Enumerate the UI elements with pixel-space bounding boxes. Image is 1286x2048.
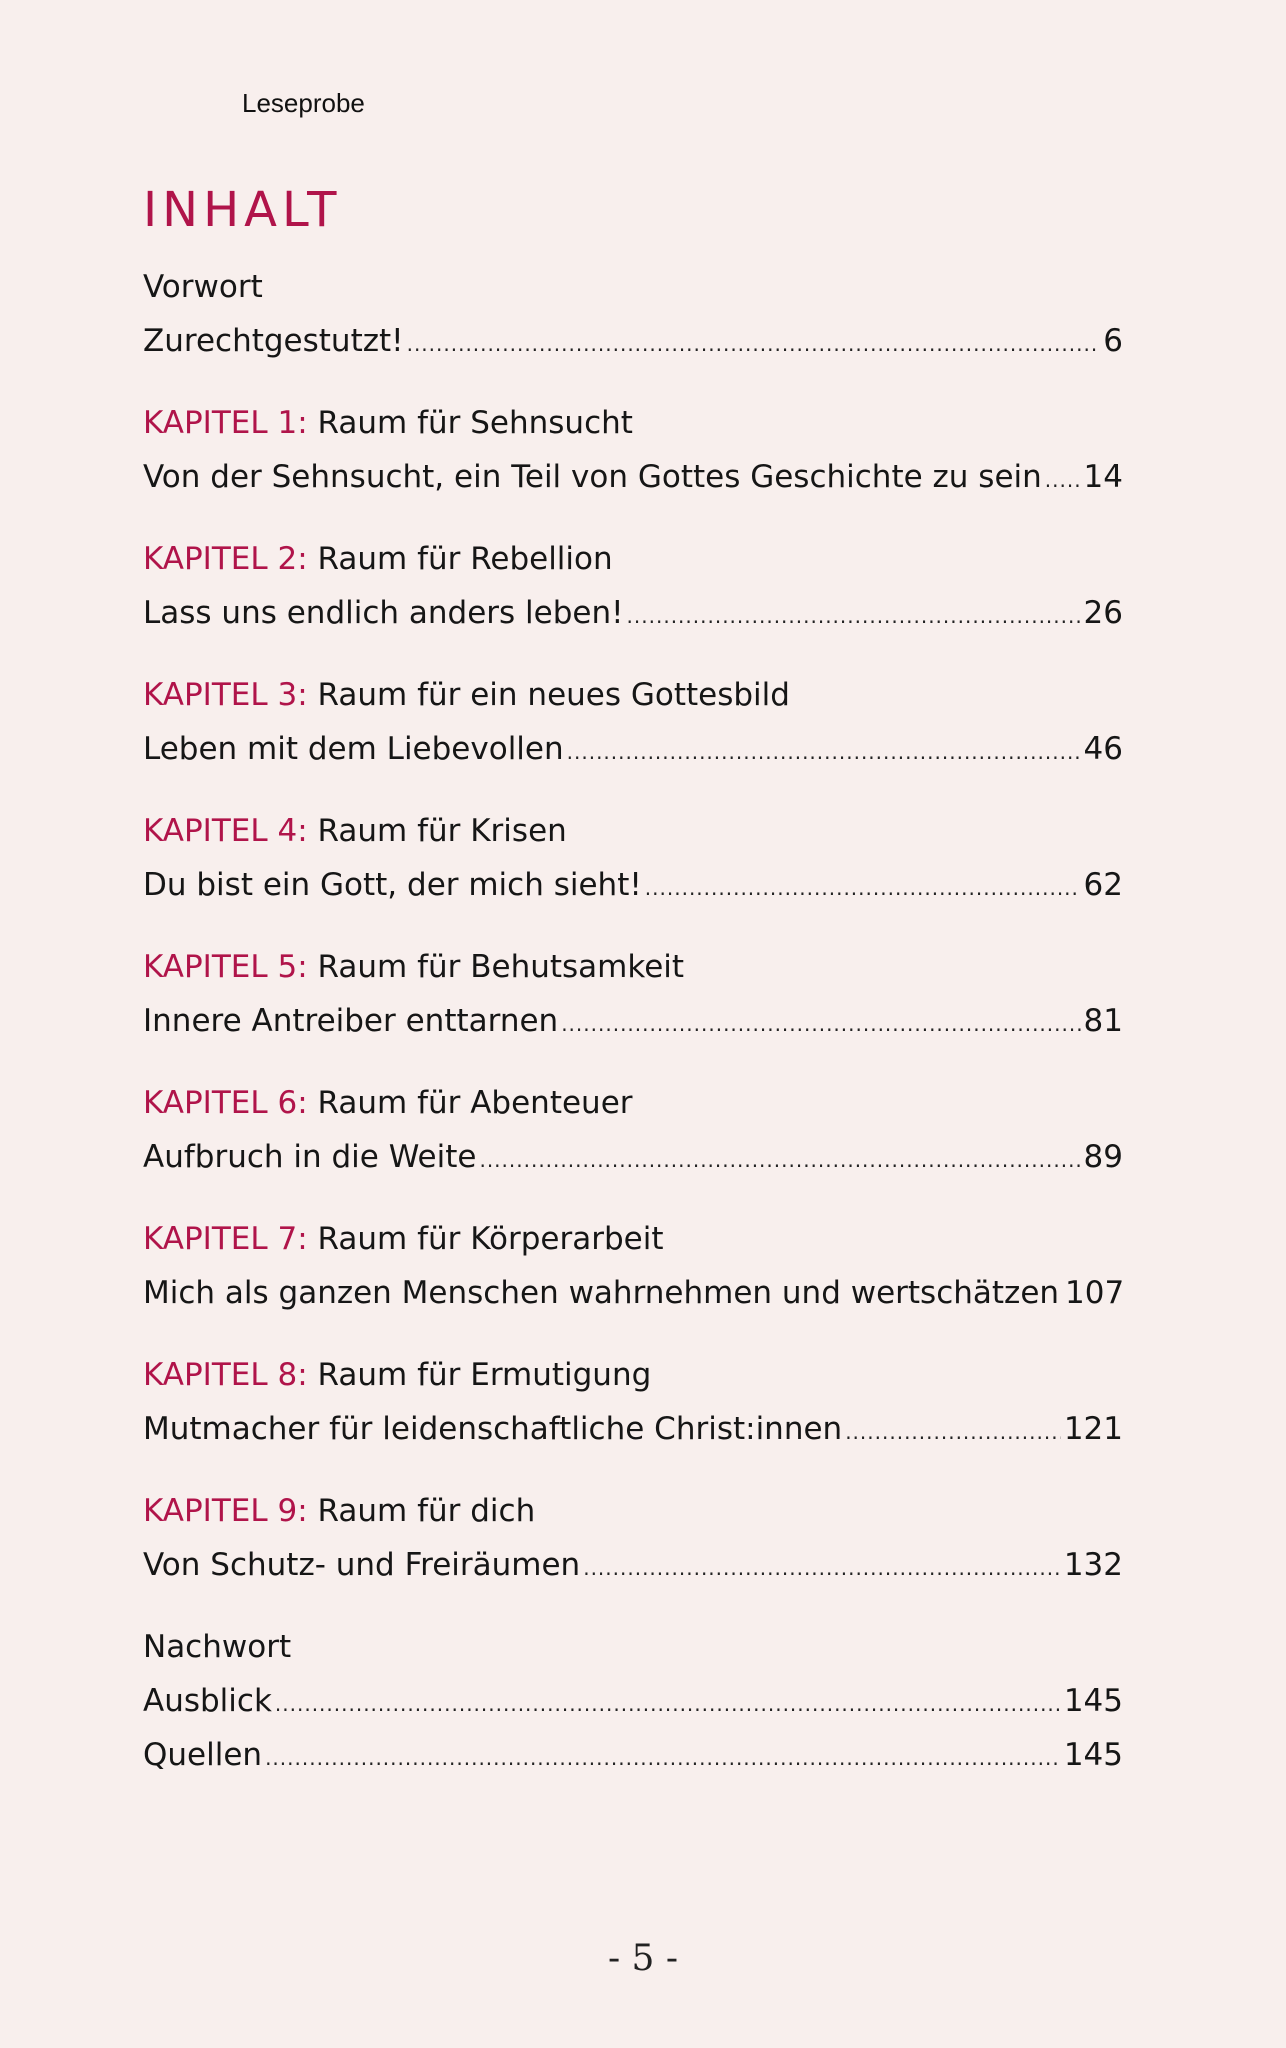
toc-entry <box>143 1266 1123 1320</box>
toc-entry-page: 46 <box>1083 731 1123 767</box>
chapter-title: Raum für ein neues Gottesbild <box>317 677 790 713</box>
toc-entry <box>143 1402 1123 1456</box>
leader-dots <box>627 589 1081 643</box>
chapter-label: KAPITEL 7: <box>143 1221 308 1257</box>
chapter-title: Raum für Sehnsucht <box>317 405 633 441</box>
running-header: Leseprobe <box>242 88 365 118</box>
chapter-block-6 <box>143 1076 1123 1212</box>
chapter-label: KAPITEL 8: <box>143 1357 308 1393</box>
chapter-heading <box>143 1484 1123 1538</box>
toc-entry-page: 107 <box>1065 1275 1125 1311</box>
toc-entry-page: 14 <box>1083 459 1123 495</box>
chapter-block-3 <box>143 668 1123 804</box>
chapter-label: KAPITEL 6: <box>143 1085 308 1121</box>
chapter-block-9 <box>143 1484 1123 1620</box>
chapter-block-7 <box>143 1212 1123 1348</box>
toc-entry-text: Aufbruch in die Weite <box>143 1139 477 1175</box>
toc-entry-page: 89 <box>1083 1139 1123 1175</box>
toc-entry-text: Quellen <box>143 1737 263 1773</box>
chapter-label: KAPITEL 5: <box>143 949 308 985</box>
toc-entry-text: Von der Sehnsucht, ein Teil von Gottes Geschichte zu sein <box>143 459 1042 495</box>
toc-entry-text: Innere Antreiber enttarnen <box>143 1003 559 1039</box>
chapter-label: KAPITEL 1: <box>143 405 308 441</box>
chapter-label: KAPITEL 2: <box>143 541 308 577</box>
page-title: INHALT <box>143 182 342 238</box>
chapter-heading <box>143 668 1123 722</box>
toc-entry-text: Lass uns endlich anders leben! <box>143 595 624 631</box>
toc-entry <box>143 1538 1123 1592</box>
chapter-heading <box>143 1348 1123 1402</box>
chapter-heading <box>143 940 1123 994</box>
chapter-block-2 <box>143 532 1123 668</box>
leader-dots <box>1045 453 1081 507</box>
chapter-block-1 <box>143 396 1123 532</box>
toc-entry <box>143 1130 1123 1184</box>
chapter-label: KAPITEL 9: <box>143 1493 308 1529</box>
chapter-block-5 <box>143 940 1123 1076</box>
toc-entry <box>143 858 1123 912</box>
chapter-title: Raum für Ermutigung <box>317 1357 652 1393</box>
toc-entry <box>143 722 1123 776</box>
vorwort-heading: Vorwort <box>143 269 263 305</box>
table-of-contents <box>143 260 1123 1782</box>
toc-entry-page: 81 <box>1083 1003 1123 1039</box>
leader-dots <box>567 725 1081 779</box>
toc-entry-vorwort <box>143 314 1123 368</box>
toc-entry-text: Zurechtgestutzt! <box>143 323 404 359</box>
chapter-title: Raum für Abenteuer <box>317 1085 633 1121</box>
chapter-heading <box>143 396 1123 450</box>
toc-entry <box>143 586 1123 640</box>
toc-entry-page: 145 <box>1063 1737 1123 1773</box>
chapter-heading <box>143 804 1123 858</box>
leader-dots <box>275 1677 1061 1731</box>
chapter-block-8 <box>143 1348 1123 1484</box>
page-number: - 5 - <box>607 1938 679 1979</box>
toc-entry-page: 121 <box>1063 1411 1123 1447</box>
toc-entry-text: Mutmacher für leidenschaftliche Christ:innen <box>143 1411 843 1447</box>
chapter-title: Raum für Körperarbeit <box>317 1221 664 1257</box>
leader-dots <box>583 1541 1061 1595</box>
toc-entry-ausblick <box>143 1674 1123 1728</box>
toc-entry-page: 6 <box>1103 323 1123 359</box>
chapter-heading <box>143 1076 1123 1130</box>
toc-entry-page: 26 <box>1083 595 1123 631</box>
toc-entry-text: Ausblick <box>143 1683 272 1719</box>
toc-entry-text: Von Schutz- und Freiräumen <box>143 1547 581 1583</box>
toc-entry <box>143 994 1123 1048</box>
toc-entry-text: Mich als ganzen Menschen wahrnehmen und wertschätzen <box>143 1275 1060 1311</box>
chapter-title: Raum für Behutsamkeit <box>317 949 685 985</box>
chapter-title: Raum für Krisen <box>317 813 567 849</box>
chapter-label: KAPITEL 4: <box>143 813 308 849</box>
leader-dots <box>645 861 1081 915</box>
toc-entry-page: 132 <box>1063 1547 1123 1583</box>
leader-dots <box>479 1133 1080 1187</box>
toc-entry-text: Leben mit dem Liebevollen <box>143 731 564 767</box>
nachwort-heading: Nachwort <box>143 1629 292 1665</box>
toc-entry-page: 62 <box>1083 867 1123 903</box>
toc-entry-text: Du bist ein Gott, der mich sieht! <box>143 867 642 903</box>
chapter-block-4 <box>143 804 1123 940</box>
leader-dots <box>407 317 1101 371</box>
chapter-label: KAPITEL 3: <box>143 677 308 713</box>
leader-dots <box>845 1405 1061 1459</box>
chapter-title: Raum für dich <box>317 1493 536 1529</box>
leader-dots <box>265 1731 1061 1785</box>
chapter-heading <box>143 532 1123 586</box>
leader-dots <box>561 997 1080 1051</box>
chapter-title: Raum für Rebellion <box>317 541 613 577</box>
toc-entry <box>143 450 1123 504</box>
toc-entry-quellen <box>143 1728 1123 1782</box>
toc-entry-page: 145 <box>1063 1683 1123 1719</box>
chapter-heading <box>143 1212 1123 1266</box>
